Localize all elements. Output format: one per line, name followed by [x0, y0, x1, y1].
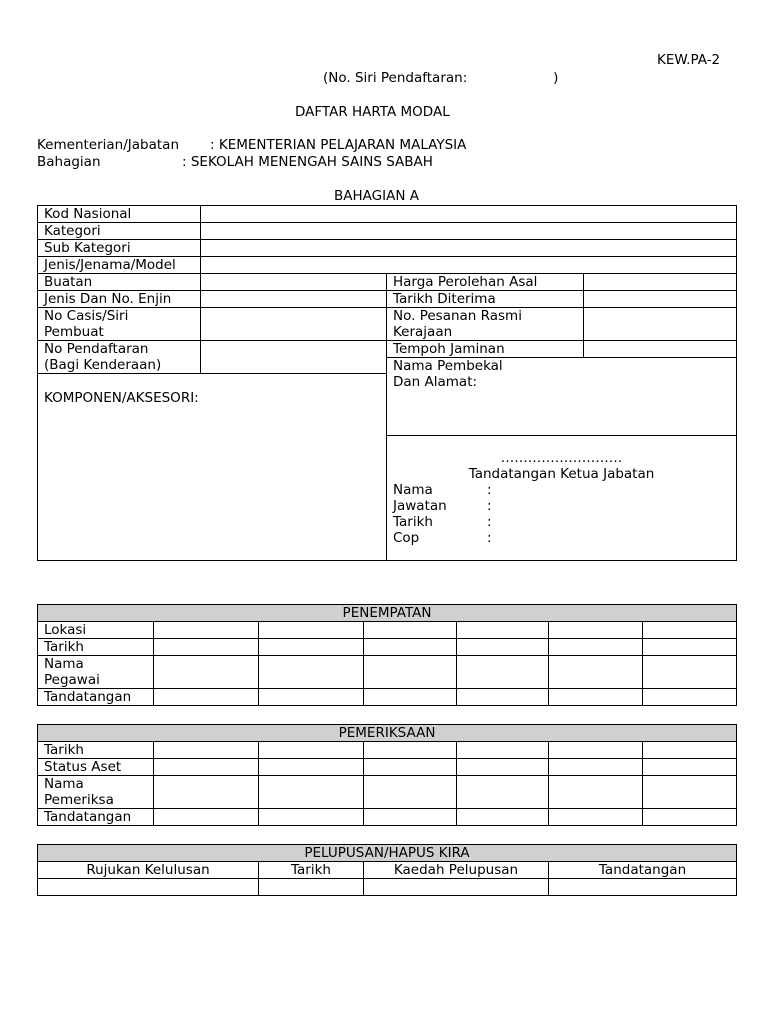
inspection-heading: PEMERIKSAAN — [38, 725, 737, 742]
table-cell[interactable] — [364, 809, 457, 826]
table-cell[interactable] — [643, 809, 737, 826]
table-cell[interactable] — [364, 742, 457, 759]
signature-dots: ……………………… — [500, 450, 623, 466]
field-tarikh-diterima[interactable] — [584, 291, 737, 308]
table-cell[interactable] — [549, 776, 643, 809]
placement-label-tarikh: Tarikh — [38, 639, 154, 656]
inspection-label-tarikh: Tarikh — [38, 742, 154, 759]
label-kategori: Kategori — [38, 223, 201, 240]
label-no-casis-line2: Pembuat — [44, 324, 104, 340]
disposal-table — [37, 844, 737, 896]
sig-row-cop — [393, 530, 730, 546]
disposal-heading: PELUPUSAN/HAPUS KIRA — [38, 845, 737, 862]
components-cell[interactable] — [38, 374, 387, 561]
table-cell[interactable] — [457, 639, 549, 656]
disposal-col-kaedah: Kaedah Pelupusan — [364, 862, 549, 879]
table-cell[interactable] — [259, 639, 364, 656]
table-cell[interactable] — [259, 759, 364, 776]
label-no-pendaftaran — [38, 341, 201, 374]
table-cell[interactable] — [549, 759, 643, 776]
sig-row-nama — [393, 482, 730, 498]
table-cell[interactable] — [364, 879, 549, 896]
table-cell[interactable] — [259, 809, 364, 826]
inspection-label-nama — [38, 776, 154, 809]
table-cell[interactable] — [154, 689, 259, 706]
field-jenis-jenama-model[interactable] — [201, 257, 737, 274]
label-harga-perolehan-asal: Harga Perolehan Asal — [387, 274, 584, 291]
disposal-col-tandatangan: Tandatangan — [549, 862, 737, 879]
inspection-label-status: Status Aset — [38, 759, 154, 776]
placement-label-nama-line2: Pegawai — [44, 672, 100, 688]
table-cell[interactable] — [457, 622, 549, 639]
placement-label-nama-line1: Nama — [44, 656, 84, 672]
table-cell[interactable] — [457, 759, 549, 776]
field-kategori[interactable] — [201, 223, 737, 240]
inspection-table — [37, 724, 737, 826]
table-cell[interactable] — [154, 742, 259, 759]
placement-label-lokasi: Lokasi — [38, 622, 154, 639]
table-cell[interactable] — [457, 689, 549, 706]
sig-label-tarikh: Tarikh — [393, 514, 433, 530]
table-cell[interactable] — [154, 639, 259, 656]
label-jenis-no-enjin: Jenis Dan No. Enjin — [38, 291, 201, 308]
form-code: KEW.PA-2 — [657, 52, 721, 68]
sig-label-cop: Cop — [393, 530, 420, 546]
ministry-value: : KEMENTERIAN PELAJARAN MALAYSIA — [210, 137, 467, 153]
label-no-pendaftaran-line2: (Bagi Kenderaan) — [44, 357, 162, 373]
label-sub-kategori: Sub Kategori — [38, 240, 201, 257]
page-title: DAFTAR HARTA MODAL — [295, 104, 450, 120]
signature-block — [387, 436, 737, 561]
field-no-pesanan[interactable] — [584, 308, 737, 341]
part-a-heading: BAHAGIAN A — [334, 188, 419, 204]
sig-colon-tarikh: : — [487, 514, 492, 530]
label-tarikh-diterima: Tarikh Diterima — [387, 291, 584, 308]
ministry-label: Kementerian/Jabatan — [37, 137, 179, 153]
field-no-pendaftaran[interactable] — [201, 341, 387, 374]
table-cell[interactable] — [364, 776, 457, 809]
table-cell[interactable] — [643, 776, 737, 809]
table-cell[interactable] — [643, 742, 737, 759]
placement-heading: PENEMPATAN — [38, 605, 737, 622]
field-no-casis[interactable] — [201, 308, 387, 341]
table-cell[interactable] — [259, 879, 364, 896]
table-cell[interactable] — [154, 622, 259, 639]
table-cell[interactable] — [457, 656, 549, 689]
label-nama-pembekal-line1: Nama Pembekal — [393, 358, 503, 374]
table-cell[interactable] — [643, 759, 737, 776]
table-cell[interactable] — [457, 809, 549, 826]
label-no-pendaftaran-line1: No Pendaftaran — [44, 341, 149, 357]
sig-row-jawatan — [393, 498, 730, 514]
table-cell[interactable] — [154, 809, 259, 826]
table-cell[interactable] — [643, 639, 737, 656]
table-cell[interactable] — [154, 759, 259, 776]
table-cell[interactable] — [643, 622, 737, 639]
table-cell[interactable] — [38, 879, 259, 896]
table-cell[interactable] — [457, 742, 549, 759]
table-cell[interactable] — [259, 689, 364, 706]
field-sub-kategori[interactable] — [201, 240, 737, 257]
table-cell[interactable] — [549, 879, 737, 896]
table-cell[interactable] — [549, 622, 643, 639]
asset-details-table — [37, 205, 737, 561]
division-label: Bahagian — [37, 154, 101, 170]
disposal-col-rujukan: Rujukan Kelulusan — [38, 862, 259, 879]
table-cell[interactable] — [549, 656, 643, 689]
disposal-col-tarikh: Tarikh — [259, 862, 364, 879]
division-value: : SEKOLAH MENENGAH SAINS SABAH — [182, 154, 433, 170]
inspection-label-tandatangan: Tandatangan — [38, 809, 154, 826]
sig-colon-nama: : — [487, 482, 492, 498]
label-jenis-jenama-model: Jenis/Jenama/Model — [38, 257, 201, 274]
table-cell[interactable] — [259, 656, 364, 689]
supplier-cell[interactable] — [387, 358, 737, 436]
label-tempoh-jaminan: Tempoh Jaminan — [387, 341, 584, 358]
label-no-casis — [38, 308, 201, 341]
table-cell[interactable] — [549, 809, 643, 826]
table-cell[interactable] — [364, 759, 457, 776]
sig-row-tarikh — [393, 514, 730, 530]
sig-label-nama: Nama — [393, 482, 433, 498]
table-cell[interactable] — [643, 656, 737, 689]
table-cell[interactable] — [259, 742, 364, 759]
label-kod-nasional: Kod Nasional — [38, 206, 201, 223]
placement-label-nama — [38, 656, 154, 689]
table-cell[interactable] — [643, 689, 737, 706]
sig-colon-cop: : — [487, 530, 492, 546]
label-no-casis-line1: No Casis/Siri — [44, 308, 129, 324]
table-cell[interactable] — [364, 656, 457, 689]
serial-number-line: (No. Siri Pendaftaran: ) — [323, 70, 559, 86]
sig-label-jawatan: Jawatan — [393, 498, 447, 514]
placement-label-tandatangan: Tandatangan — [38, 689, 154, 706]
field-buatan[interactable] — [201, 274, 387, 291]
placement-table — [37, 604, 737, 706]
table-cell[interactable] — [364, 689, 457, 706]
label-no-pesanan-line2: Kerajaan — [393, 324, 453, 340]
signature-title: Tandatangan Ketua Jabatan — [468, 466, 655, 482]
sig-colon-jawatan: : — [487, 498, 492, 514]
table-cell[interactable] — [457, 776, 549, 809]
table-cell[interactable] — [154, 656, 259, 689]
label-nama-pembekal-line2: Dan Alamat: — [393, 374, 478, 390]
table-cell[interactable] — [549, 639, 643, 656]
label-no-pesanan-line1: No. Pesanan Rasmi — [393, 308, 522, 324]
label-buatan: Buatan — [38, 274, 201, 291]
table-cell[interactable] — [154, 776, 259, 809]
table-cell[interactable] — [259, 622, 364, 639]
label-no-pesanan — [387, 308, 584, 341]
table-cell[interactable] — [364, 639, 457, 656]
label-komponen-aksesori: KOMPONEN/AKSESORI: — [44, 390, 199, 406]
field-tempoh-jaminan[interactable] — [584, 341, 737, 358]
table-cell[interactable] — [549, 689, 643, 706]
field-harga-perolehan-asal[interactable] — [584, 274, 737, 291]
field-jenis-no-enjin[interactable] — [201, 291, 387, 308]
table-cell[interactable] — [364, 622, 457, 639]
table-cell[interactable] — [549, 742, 643, 759]
inspection-label-nama-line1: Nama — [44, 776, 84, 792]
inspection-label-nama-line2: Pemeriksa — [44, 792, 114, 808]
field-kod-nasional[interactable] — [201, 206, 737, 223]
table-cell[interactable] — [259, 776, 364, 809]
